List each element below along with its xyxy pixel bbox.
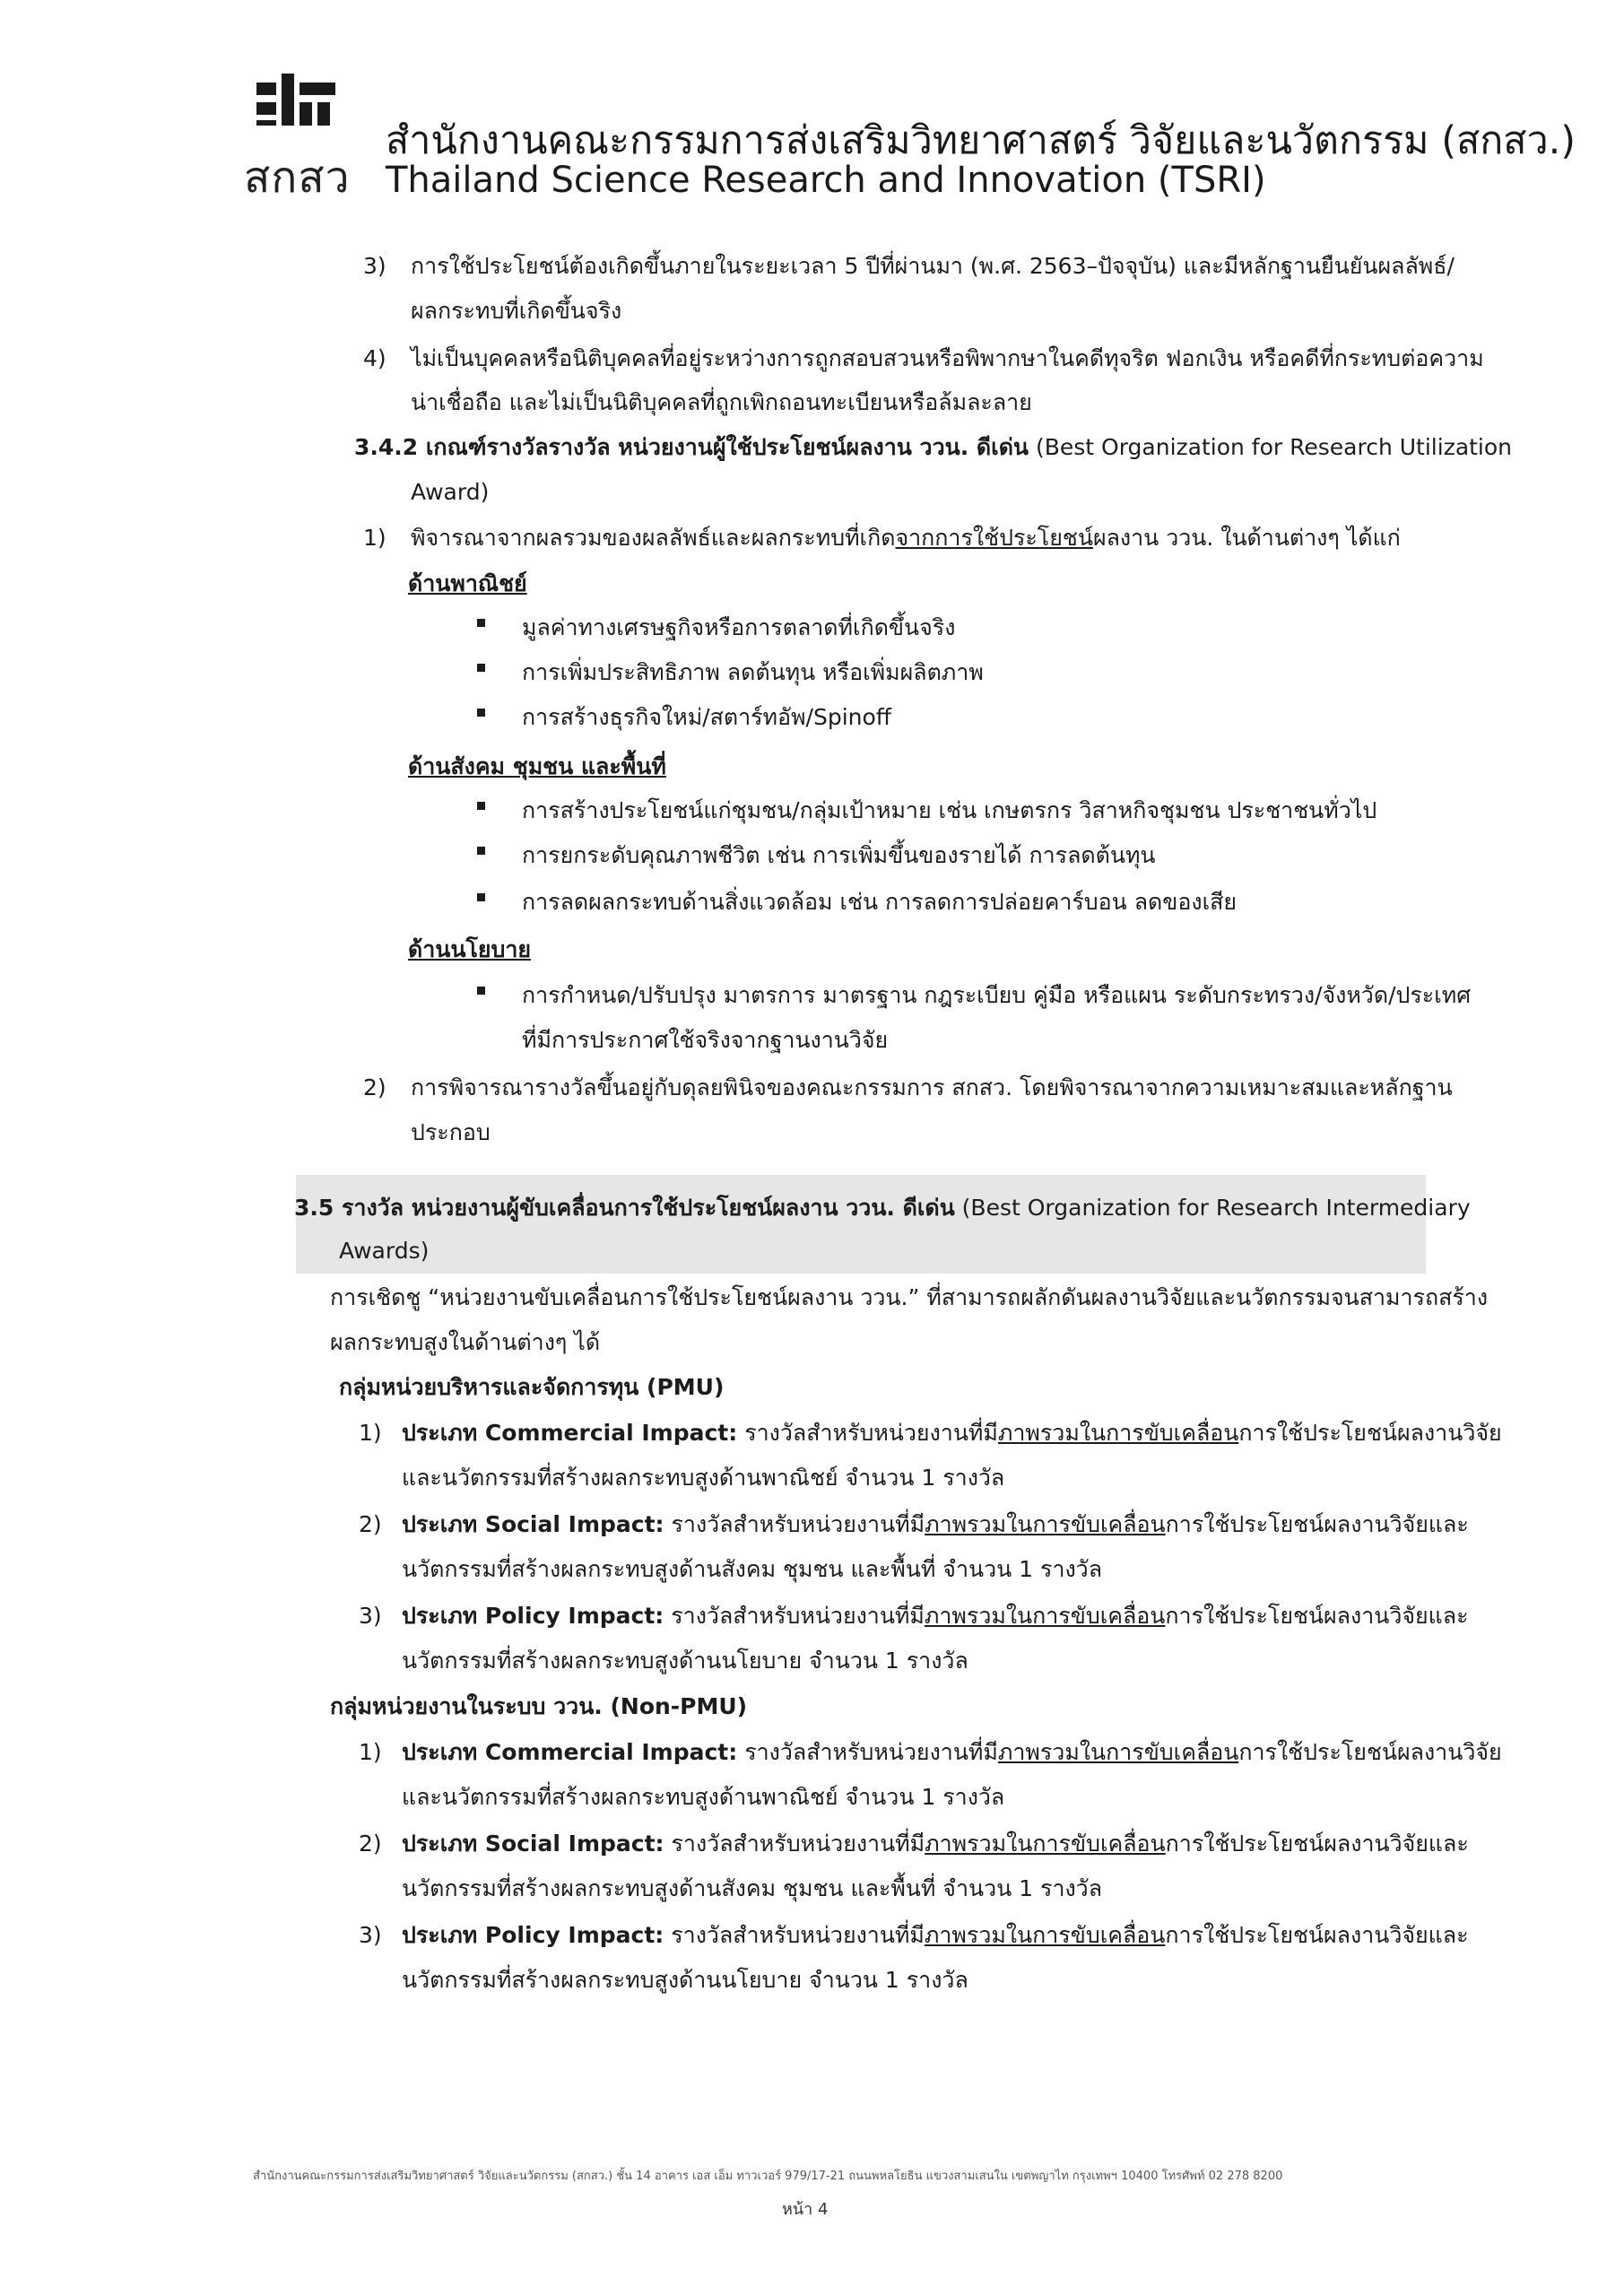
- text: การใช้ประโยชน์ผลงานวิจัย: [1238, 1739, 1502, 1765]
- policy-heading: ด้านนโยบาย: [408, 936, 532, 962]
- social-item: การสร้างประโยชน์แก่ชุมชน/กลุ่มเป้าหมาย เช่น เกษตรกร วิสาหกิจชุมชน ประชาชนทั่วไป: [522, 797, 1377, 823]
- section-heading-bold: 3.5 รางวัล หน่วยงานผู้ขับเคลื่อนการใช้ประโยชน์ผลงาน ววน. ดีเด่น: [294, 1195, 955, 1221]
- nonpmu-award-3: [402, 1920, 1469, 1951]
- criteria-item-4-line1: ไม่เป็นบุคคลหรือนิติบุคคลที่อยู่ระหว่างการถูกสอบสวนหรือพิพากษาในคดีทุจริต ฟอกเงิน หรือคดีที่กระทบต่อความ: [411, 345, 1484, 371]
- underlined-text: ภาพรวมในการขับเคลื่อน: [925, 1831, 1166, 1857]
- intro-line1: การเชิดชู “หน่วยงานขับเคลื่อนการใช้ประโยชน์ผลงาน ววน.” ที่สามารถผลักดันผลงานวิจัยและนวัตกรรมจนสามารถสร้าง: [330, 1284, 1489, 1310]
- award-type: ประเภท Social Impact:: [402, 1831, 664, 1857]
- nonpmu-award-2-line2: นวัตกรรมที่สร้างผลกระทบสูงด้านสังคม ชุมชน และพื้นที่ จำนวน 1 รางวัล: [402, 1875, 1103, 1901]
- policy-item-line1: การกำหนด/ปรับปรุง มาตรการ มาตรฐาน กฎระเบียบ คู่มือ หรือแผน ระดับกระทรวง/จังหวัด/ประเทศ: [522, 982, 1472, 1008]
- text: การใช้ประโยชน์ผลงานวิจัยและ: [1165, 1831, 1469, 1857]
- item-number: 3): [359, 1922, 382, 1948]
- bullet-icon: [477, 802, 485, 810]
- award-type: ประเภท Policy Impact:: [402, 1922, 664, 1948]
- bullet-icon: [477, 664, 485, 672]
- section-3-5-heading: [294, 1193, 1471, 1223]
- text: ผลงาน ววน. ในด้านต่างๆ ได้แก่: [1092, 525, 1401, 551]
- underlined-text: จากการใช้ประโยชน์: [895, 525, 1093, 551]
- award-type: ประเภท Social Impact:: [402, 1511, 664, 1537]
- logo-wordmark: สกสว: [244, 152, 351, 203]
- text: การใช้ประโยชน์ผลงานวิจัยและ: [1165, 1511, 1469, 1537]
- bullet-icon: [477, 619, 485, 627]
- bullet-icon: [477, 893, 485, 901]
- consideration-item-2-line2: ประกอบ: [411, 1119, 491, 1145]
- commerce-heading: ด้านพาณิชย์: [408, 570, 527, 596]
- pmu-award-1: [402, 1418, 1502, 1448]
- item-number: 1): [359, 1420, 382, 1446]
- nonpmu-group-heading: กลุ่มหน่วยงานในระบบ ววน. (Non-PMU): [330, 1693, 748, 1719]
- consideration-item-1: [411, 523, 1401, 553]
- text: การใช้ประโยชน์ผลงานวิจัยและ: [1165, 1603, 1469, 1629]
- text: รางวัลสำหรับหน่วยงานที่มี: [671, 1603, 925, 1629]
- nonpmu-award-2: [402, 1829, 1469, 1859]
- page-number: หน้า 4: [782, 2200, 829, 2219]
- pmu-group-heading: กลุ่มหน่วยบริหารและจัดการทุน (PMU): [339, 1374, 725, 1400]
- section-heading-english: (Best Organization for Research Utilization: [1029, 434, 1513, 460]
- item-number: 1): [359, 1739, 382, 1765]
- underlined-text: ภาพรวมในการขับเคลื่อน: [924, 1922, 1166, 1948]
- nonpmu-award-3-line2: นวัตกรรมที่สร้างผลกระทบสูงด้านนโยบาย จำนวน 1 รางวัล: [402, 1967, 968, 1993]
- text: รางวัลสำหรับหน่วยงานที่มี: [671, 1831, 925, 1857]
- social-heading: ด้านสังคม ชุมชน และพื้นที่: [408, 753, 666, 779]
- award-type: ประเภท Policy Impact:: [402, 1603, 664, 1629]
- footer-address: สำนักงานคณะกรรมการส่งเสริมวิทยาศาสตร์ วิจัยและนวัตกรรม (สกสว.) ชั้น 14 อาคาร เอส เอ็ม ทาวเวอร์ 979/17-21 ถนนพหลโยธิน แขวงสามเสนใน เขตพญาไท กรุงเทพฯ 10400 โทรศัพท์ 02 278 8200: [253, 2170, 1283, 2183]
- item-number: 2): [359, 1511, 382, 1537]
- commerce-item: การสร้างธุรกิจใหม่/สตาร์ทอัพ/Spinoff: [522, 704, 891, 730]
- commerce-item: มูลค่าทางเศรษฐกิจหรือการตลาดที่เกิดขึ้นจริง: [522, 614, 956, 640]
- bullet-icon: [477, 847, 485, 855]
- text: รางวัลสำหรับหน่วยงานที่มี: [671, 1511, 925, 1537]
- pmu-award-2-line2: นวัตกรรมที่สร้างผลกระทบสูงด้านสังคม ชุมชน และพื้นที่ จำนวน 1 รางวัล: [402, 1556, 1103, 1582]
- text: รางวัลสำหรับหน่วยงานที่มี: [671, 1922, 925, 1948]
- item-number: 3): [363, 253, 386, 279]
- org-name-english: Thailand Science Research and Innovation (TSRI): [386, 160, 1266, 201]
- section-3-4-2-heading: [354, 432, 1512, 463]
- criteria-item-3-line2: ผลกระทบที่เกิดขึ้นจริง: [411, 298, 622, 324]
- policy-item-line2: ที่มีการประกาศใช้จริงจากฐานงานวิจัย: [522, 1027, 889, 1053]
- bullet-icon: [477, 709, 485, 717]
- item-number: 2): [363, 1074, 386, 1100]
- text: รางวัลสำหรับหน่วยงานที่มี: [744, 1739, 998, 1765]
- social-item: การลดผลกระทบด้านสิ่งแวดล้อม เช่น การลดการปล่อยคาร์บอน ลดของเสีย: [522, 889, 1238, 915]
- consideration-item-2-line1: การพิจารณารางวัลขึ้นอยู่กับดุลยพินิจของคณะกรรมการ สกสว. โดยพิจารณาจากความเหมาะสมและหลักฐาน: [411, 1074, 1453, 1100]
- item-number: 4): [363, 345, 386, 371]
- underlined-text: ภาพรวมในการขับเคลื่อน: [924, 1603, 1166, 1629]
- award-type: ประเภท Commercial Impact:: [402, 1739, 738, 1765]
- commerce-item: การเพิ่มประสิทธิภาพ ลดต้นทุน หรือเพิ่มผลิตภาพ: [522, 659, 984, 685]
- item-number: 2): [359, 1831, 382, 1857]
- section-heading-english: (Best Organization for Research Intermediary: [954, 1195, 1471, 1221]
- nonpmu-award-1: [402, 1737, 1502, 1768]
- nonpmu-award-1-line2: และนวัตกรรมที่สร้างผลกระทบสูงด้านพาณิชย์ จำนวน 1 รางวัล: [402, 1784, 1005, 1810]
- text: การใช้ประโยชน์ผลงานวิจัยและ: [1165, 1922, 1469, 1948]
- pmu-award-3-line2: นวัตกรรมที่สร้างผลกระทบสูงด้านนโยบาย จำนวน 1 รางวัล: [402, 1648, 968, 1674]
- item-number: 1): [363, 525, 386, 551]
- award-type: ประเภท Commercial Impact:: [402, 1420, 738, 1446]
- text: การใช้ประโยชน์ผลงานวิจัย: [1238, 1420, 1502, 1446]
- section-highlight-band: [296, 1175, 1426, 1274]
- item-number: 3): [359, 1603, 382, 1629]
- underlined-text: ภาพรวมในการขับเคลื่อน: [997, 1420, 1239, 1446]
- criteria-item-4-line2: น่าเชื่อถือ และไม่เป็นนิติบุคคลที่ถูกเพิกถอนทะเบียนหรือล้มละลาย: [411, 389, 1032, 415]
- section-3-5-heading-line2: Awards): [339, 1238, 430, 1264]
- org-name-thai: สำนักงานคณะกรรมการส่งเสริมวิทยาศาสตร์ วิจัยและนวัตกรรม (สกสว.): [386, 118, 1576, 163]
- pmu-award-3: [402, 1601, 1469, 1631]
- bullet-icon: [477, 987, 485, 995]
- pmu-award-2: [402, 1509, 1469, 1540]
- intro-line2: ผลกระทบสูงในด้านต่างๆ ได้: [330, 1329, 601, 1355]
- underlined-text: ภาพรวมในการขับเคลื่อน: [925, 1511, 1166, 1537]
- underlined-text: ภาพรวมในการขับเคลื่อน: [997, 1739, 1239, 1765]
- criteria-item-3-line1: การใช้ประโยชน์ต้องเกิดขึ้นภายในระยะเวลา 5 ปีที่ผ่านมา (พ.ศ. 2563–ปัจจุบัน) และมีหลักฐานยืนยันผลลัพธ์/: [411, 253, 1455, 279]
- section-3-4-2-heading-line2: Award): [411, 479, 490, 505]
- pmu-award-1-line2: และนวัตกรรมที่สร้างผลกระทบสูงด้านพาณิชย์ จำนวน 1 รางวัล: [402, 1465, 1005, 1491]
- text: รางวัลสำหรับหน่วยงานที่มี: [744, 1420, 998, 1446]
- section-heading-bold: 3.4.2 เกณฑ์รางวัลรางวัล หน่วยงานผู้ใช้ประโยชน์ผลงาน ววน. ดีเด่น: [354, 434, 1029, 460]
- text: พิจารณาจากผลรวมของผลลัพธ์และผลกระทบที่เกิด: [411, 525, 896, 551]
- social-item: การยกระดับคุณภาพชีวิต เช่น การเพิ่มขึ้นของรายได้ การลดต้นทุน: [522, 842, 1156, 868]
